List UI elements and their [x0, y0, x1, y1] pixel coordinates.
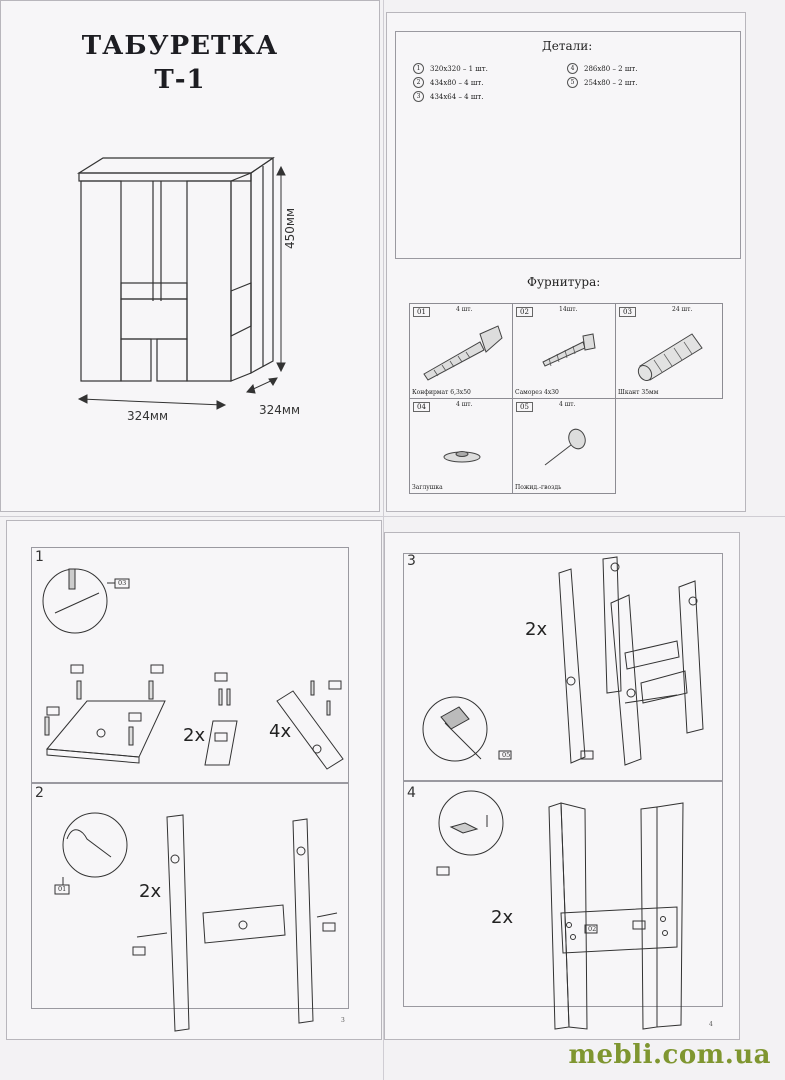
hardware-code: 03: [619, 307, 636, 317]
dimension-width: 324мм: [127, 409, 169, 423]
step3-callout: 05: [502, 751, 511, 759]
dimension-depth: 324мм: [259, 403, 301, 417]
furniture-glide-icon: [513, 399, 617, 495]
product-model: Т-1: [154, 65, 206, 95]
product-title: ТАБУРЕТКА: [81, 31, 279, 61]
hardware-qty: 4 шт.: [456, 306, 473, 313]
parts-sheet: [386, 12, 746, 512]
dimension-height: 450мм: [283, 207, 297, 249]
page-number-left: 3: [341, 1017, 345, 1024]
part-label: 434x80 – 4 шт.: [430, 78, 484, 87]
hardware-code: 05: [516, 402, 533, 412]
part-number: 4: [567, 63, 578, 74]
hardware-cell-03: [615, 303, 723, 399]
step3-multiplier: 2x: [525, 619, 548, 640]
step2-number: 2: [35, 785, 44, 801]
hardware-caption: Пожид.-гвоздь: [515, 484, 562, 491]
hardware-code: 04: [413, 402, 430, 412]
site-watermark: mebli.com.ua: [568, 1040, 771, 1070]
cap-plug-icon: [410, 399, 514, 495]
hardware-heading: Фурнитура:: [527, 275, 601, 289]
step2-callout: 01: [58, 885, 67, 893]
hardware-cell-04: [409, 398, 513, 494]
part-item: [413, 77, 483, 88]
hardware-cell-01: [409, 303, 513, 399]
fold-line-vertical: [383, 0, 384, 1080]
part-item: [567, 77, 637, 88]
hardware-qty: 4 шт.: [456, 401, 473, 408]
dowel-icon: [616, 304, 724, 400]
confirmat-screw-icon: [410, 304, 514, 400]
step4-callout: 02: [588, 925, 597, 933]
step2-multiplier: 2x: [139, 881, 162, 902]
step1-number: 1: [35, 549, 44, 565]
hardware-cell-05: [512, 398, 616, 494]
step4-multiplier: 2x: [491, 907, 514, 928]
part-number: 5: [567, 77, 578, 88]
part-item: [413, 91, 483, 102]
hardware-code: 01: [413, 307, 430, 317]
part-number: 3: [413, 91, 424, 102]
cover-sheet: [0, 0, 380, 512]
hardware-qty: 14шт.: [559, 306, 578, 313]
step1-callout: 03: [118, 579, 127, 587]
part-item: [567, 63, 637, 74]
step3-number: 3: [407, 553, 416, 569]
part-label: 254x80 – 2 шт.: [584, 78, 638, 87]
steps-sheet-right: [384, 532, 740, 1040]
parts-heading: Детали:: [542, 39, 593, 53]
step1-drawing: [7, 521, 382, 1040]
page-number-right: 4: [709, 1021, 713, 1028]
steps-sheet-left: [6, 520, 382, 1040]
step4-number: 4: [407, 785, 416, 801]
hardware-caption: Саморез 4x30: [515, 389, 559, 396]
hardware-cell-02: [512, 303, 616, 399]
part-number: 2: [413, 77, 424, 88]
part-label: 320x320 – 1 шт.: [430, 64, 488, 73]
stool-drawing: [1, 1, 380, 512]
step1-multiplier-b: 4x: [269, 721, 292, 742]
hardware-caption: Шкант 35мм: [618, 389, 659, 396]
step1-multiplier-a: 2x: [183, 725, 206, 746]
part-label: 434x64 – 4 шт.: [430, 92, 484, 101]
hardware-caption: Заглушка: [412, 484, 443, 491]
hardware-qty: 24 шт.: [672, 306, 693, 313]
hardware-caption: Конфирмат 6,3x50: [412, 389, 471, 396]
step3-drawing: [385, 533, 740, 1040]
part-number: 1: [413, 63, 424, 74]
hardware-code: 02: [516, 307, 533, 317]
hardware-qty: 4 шт.: [559, 401, 576, 408]
fold-line-horizontal: [0, 516, 785, 517]
self-tapping-screw-icon: [513, 304, 617, 400]
part-label: 286x80 – 2 шт.: [584, 64, 638, 73]
part-item: [413, 63, 488, 74]
